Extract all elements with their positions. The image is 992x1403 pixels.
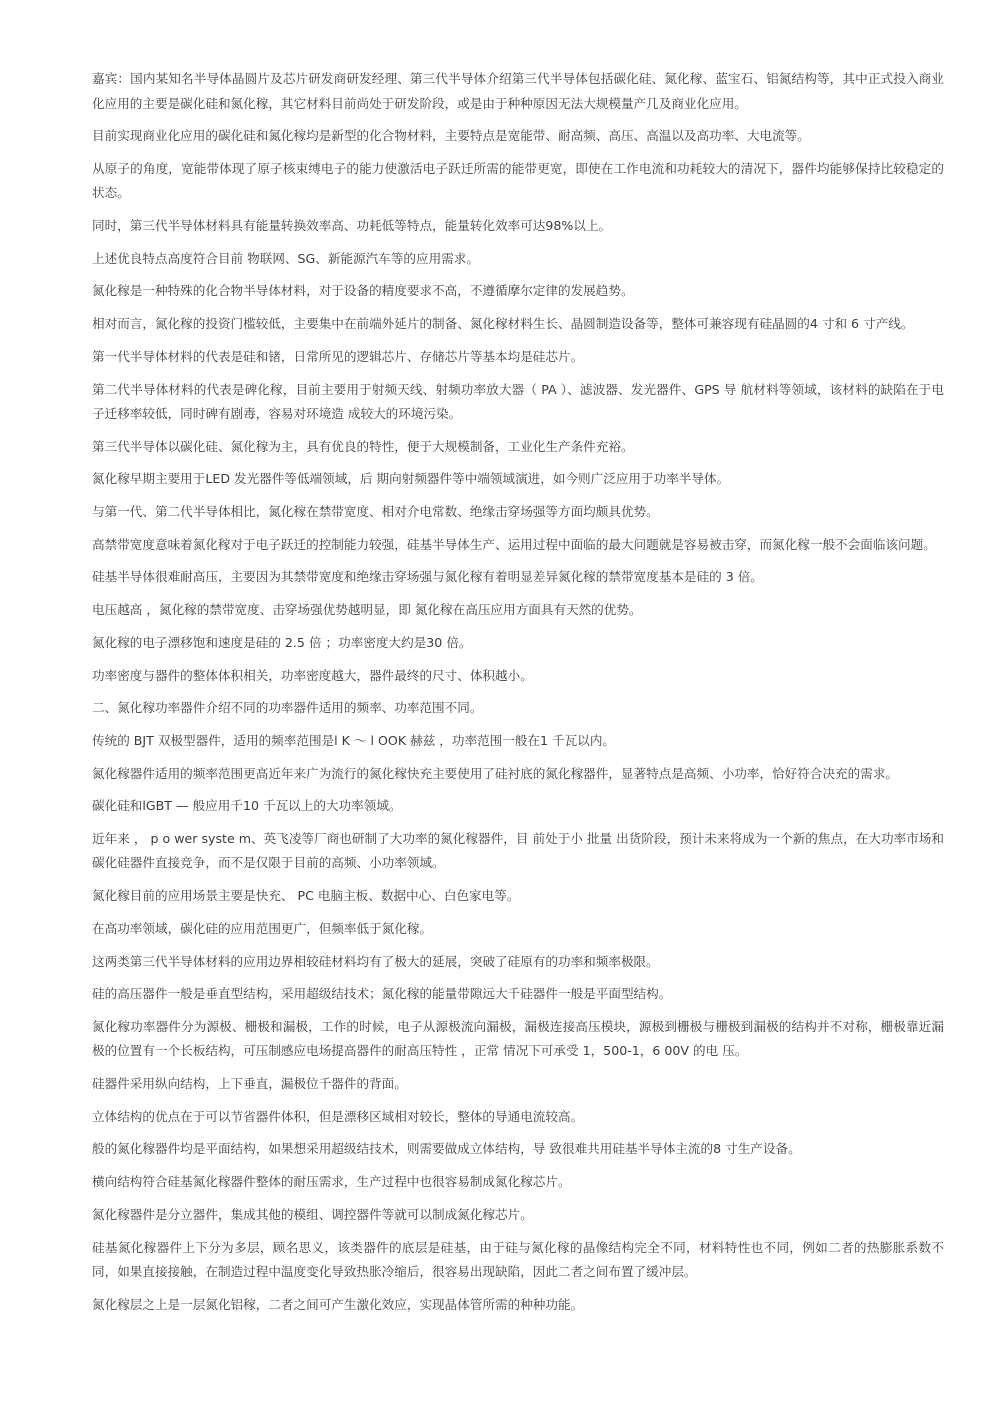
paragraph: 硅基半导体很难耐高压，主要因为其禁带宽度和绝缘击穿场强与氮化稼有着明显差异氮化稼的禁带宽度基本是硅的 3 倍。: [92, 569, 763, 585]
paragraph: 氮化稼早期主要用于LED 发光器件等低端领域，后 期向射频器件等中端领域演进，如今则广泛应用于功率半导体。: [92, 471, 730, 487]
paragraph: 从原子的角度，宽能带体现了原子核束缚电子的能力使激活电子跃迁所需的能带更宽，即使在工作电流和功耗较大的清况下，器件均能够保持比较稳定的状态。: [92, 160, 944, 201]
document-body: [92, 67, 944, 1325]
paragraph: 横向结构符合硅基氮化稼器件整体的耐压需求，生产过程中也很容易制成氮化稼芯片。: [92, 1174, 571, 1190]
paragraph: 电压越高 ，氮化稼的禁带宽度、击穿场强优势越明显，即 氮化稼在高压应用方面具有天然的优势。: [92, 602, 642, 618]
paragraph: 第三代半导体以碳化硅、氮化稼为主，具有优良的特性，便于大规模制备，工业化生产条件充裕。: [92, 438, 634, 454]
paragraph: 近年来 ， p o wer syste m、英飞凌等厂商也研制了大功率的氮化稼器件，目 前处于小 批量 出货阶段，预计未来将成为一个新的焦点，在大功率市场和碳化硅器件直接竞争，而不是仅限于目前的高频、小功率领域。: [92, 830, 944, 871]
paragraph: 目前实现商业化应用的碳化硅和氮化稼均是新型的化合物材料，主要特点是宽能带、耐高频、高压、高温以及高功率、大电流等。: [92, 128, 810, 144]
paragraph: 氮化稼器件是分立器件，集成其他的模组、调控器件等就可以制成氮化稼芯片。: [92, 1206, 533, 1222]
paragraph: 嘉宾：国内某知名半导体晶圆片及芯片研发商研发经理、第三代半导体介绍第三代半导体包括碳化硅、氮化稼、蓝宝石、铝氮结构等，其中正式投入商业化应用的主要是碳化硅和氮化稼，其它材料目前尚处于研发阶段，或是由于种种原因无法大规模量产几及商业化应用。: [92, 71, 944, 111]
paragraph: 氮化稼层之上是一层氮化铝稼，二者之间可产生激化效应，实现晶体管所需的种种功能。: [92, 1296, 584, 1312]
paragraph: 相对而言，氮化稼的投资门槛较低，主要集中在前端外延片的制备、氮化稼材料生长、晶圆制造设备等，整体可兼容现有硅晶圆的4 寸和 6 寸产线。: [92, 316, 914, 332]
paragraph: 与第一代、第二代半导体相比，氮化稼在禁带宽度、相对介电常数、绝缘击穿场强等方面均颇具优势。: [92, 504, 659, 520]
paragraph: 氮化稼是一种特殊的化合物半导体材料，对于设备的精度要求不高，不遵循摩尔定律的发展趋势。: [92, 283, 634, 299]
paragraph: 般的氮化稼器件均是平面结构，如果想采用超级结技术，则需要做成立体结构，导 致很难共用硅基半导体主流的8 寸生产设备。: [92, 1141, 801, 1157]
paragraph: 第一代半导体材料的代表是硅和锗，日常所见的逻辑芯片、存储芯片等基本均是硅芯片。: [92, 348, 584, 364]
paragraph: 碳化硅和lGBT — 般应用千10 千瓦以上的大功率领域。: [92, 798, 402, 814]
paragraph: 二、氮化稼功率器件介绍不同的功率器件适用的频率、功率范围不同。: [92, 700, 483, 716]
paragraph: 这两类第三代半导体材料的应用边界相较硅材料均有了极大的延展，突破了硅原有的功率和频率极限。: [92, 953, 659, 969]
paragraph: 第二代半导体材料的代表是碑化稼，目前主要用于射频天线、射频功率放大器（ PA ）、滤波器、发光器件、GPS 导 航材料等领域，该材料的缺陷在于电子迁移率较低，同时碑有剧毒，容易对环境造 成较大的环境污染。: [92, 381, 944, 421]
paragraph: 立体结构的优点在于可以节省器件体积，但是漂移区域相对较长，整体的导通电流较高。: [92, 1108, 584, 1124]
paragraph: 硅基氮化稼器件上下分为多层，顾名思义，该类器件的底层是硅基，由于硅与氮化稼的晶像结构完全不同，材料特性也不同，例如二者的热膨胀系数不同，如果直接接触，在制造过程中温度变化导致热胀冷缩后，很容易出现缺陷，因此二者之间布置了缓冲层。: [92, 1239, 944, 1279]
paragraph: 上述优良特点高度符合目前 物联网、SG、新能源汽车等的应用需求。: [92, 250, 479, 266]
paragraph: 氮化稼器件适用的频率范围更高近年来广为流行的氮化稼快充主要使用了硅衬底的氮化稼器件，显著特点是高频、小功率，恰好符合决充的需求。: [92, 765, 898, 781]
paragraph: 氮化稼功率器件分为源极、栅极和漏极，工作的时候，电子从源极流向漏极，漏极连接高压模块，源极到栅极与栅极到漏极的结构并不对称，栅极靠近漏极的位置有一个长板结构，可压制感应电场提高器件的耐高压特性 ，正常 情况下可承受 1，500-1，6 00V 的电 压。: [92, 1018, 944, 1059]
paragraph: 氮化稼的电子漂移饱和速度是硅的 2.5 倍 ；功率密度大约是30 倍。: [92, 634, 472, 650]
paragraph: 传统的 BJT 双极型器件，适用的频率范围是l K ～ l OOK 赫兹 ，功率范围一般在1 千瓦以内。: [92, 732, 616, 748]
paragraph: 同时，第三代半导体材料具有能量转换效率高、功耗低等特点，能量转化效率可达98%以上。: [92, 218, 612, 234]
paragraph: 在高功率领域，碳化硅的应用范围更广，但频率低于氮化稼。: [92, 920, 433, 936]
paragraph: 硅的高压器件一般是垂直型结构，采用超级结技术；氮化稼的能量带隙远大千硅器件一般是平面型结构。: [92, 986, 672, 1002]
paragraph: 高禁带宽度意味着氮化稼对于电子跃迁的控制能力较强，硅基半导体生产、运用过程中面临的最大问题就是容易被击穿，而氮化稼一般不会面临该问题。: [92, 536, 936, 552]
paragraph: 氮化稼目前的应用场景主要是快充、 PC 电脑主板、数据中心、白色家电等。: [92, 888, 520, 904]
paragraph: 功率密度与器件的整体体积相关，功率密度越大，器件最终的尺寸、体积越小。: [92, 667, 533, 683]
paragraph: 硅器件采用纵向结构，上下垂直，漏极位千器件的背面。: [92, 1076, 407, 1092]
